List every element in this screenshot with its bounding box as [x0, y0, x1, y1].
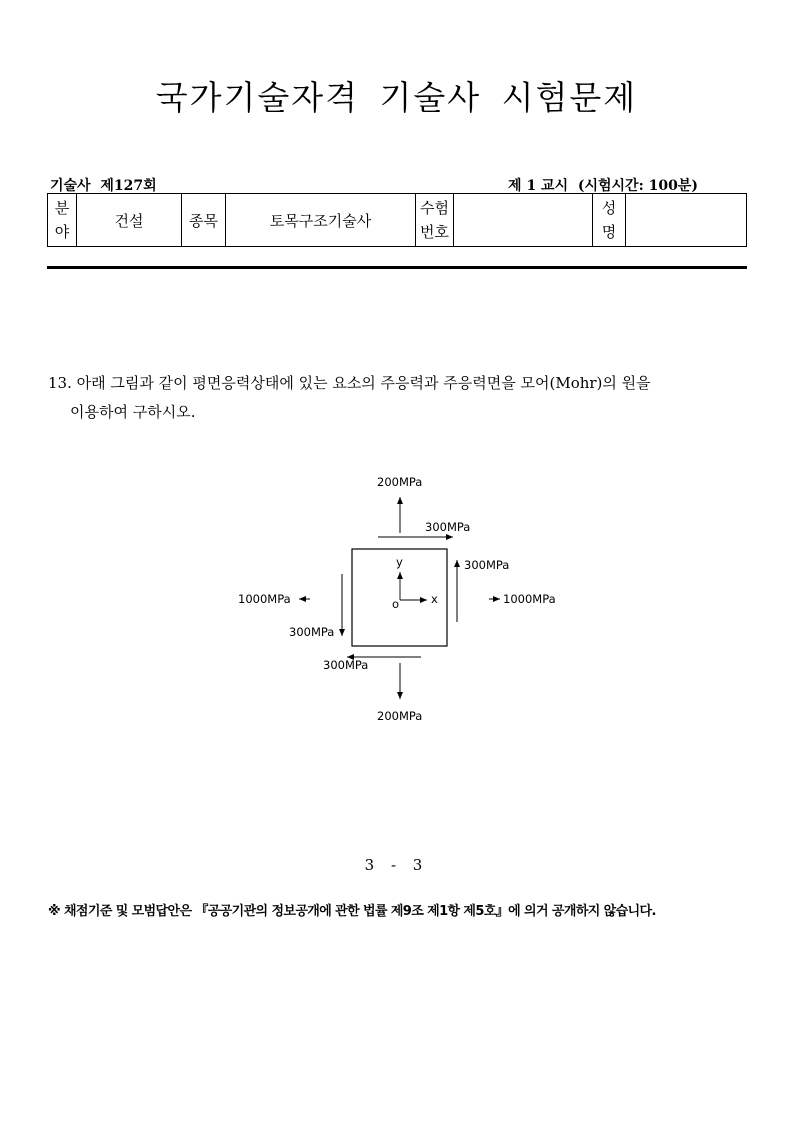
top-shear-label: 300MPa [425, 520, 471, 534]
session-info: 제 1 교시 (시험시간: 100분) [508, 178, 698, 194]
field-label-2: 야 [54, 223, 70, 241]
bottom-normal-label: 200MPa [377, 709, 423, 723]
question-text-line2: 이용하여 구하시오. [70, 403, 196, 421]
category-label: 종목 [182, 194, 226, 247]
name-label-1: 성 [601, 199, 617, 217]
axis-x-label: x [431, 592, 438, 606]
left-normal-label: 1000MPa [238, 592, 291, 606]
right-shear-label: 300MPa [464, 558, 510, 572]
field-value: 건설 [77, 194, 182, 247]
field-label-1: 분 [54, 199, 70, 217]
top-normal-label: 200MPa [377, 475, 423, 489]
exam-title: 국가기술자격 기술사 시험문제 [155, 78, 638, 117]
question-number: 13. [48, 374, 72, 392]
left-shear-label: 300MPa [289, 625, 335, 639]
grading-notice: ※ 채점기준 및 모범답안은 『공공기관의 정보공개에 관한 법률 제9조 제1항 제5호』에 의거 공개하지 않습니다. [48, 904, 656, 919]
name-label-2: 명 [601, 223, 617, 241]
question-text-line1: 아래 그림과 같이 평면응력상태에 있는 요소의 주응력과 주응력면을 모어(Mohr)의 원을 [76, 374, 651, 392]
right-normal-label: 1000MPa [503, 592, 556, 606]
page-number: 3 - 3 [364, 856, 429, 874]
origin-label: o [392, 597, 400, 611]
bottom-shear-label: 300MPa [323, 658, 369, 672]
category-value: 토목구조기술사 [226, 194, 416, 247]
exam-no-label-1: 수험 [420, 199, 449, 217]
exam-round: 기술사 제127회 [50, 178, 157, 194]
exam-no-label-2: 번호 [420, 223, 449, 241]
axis-y-label: y [396, 555, 403, 569]
